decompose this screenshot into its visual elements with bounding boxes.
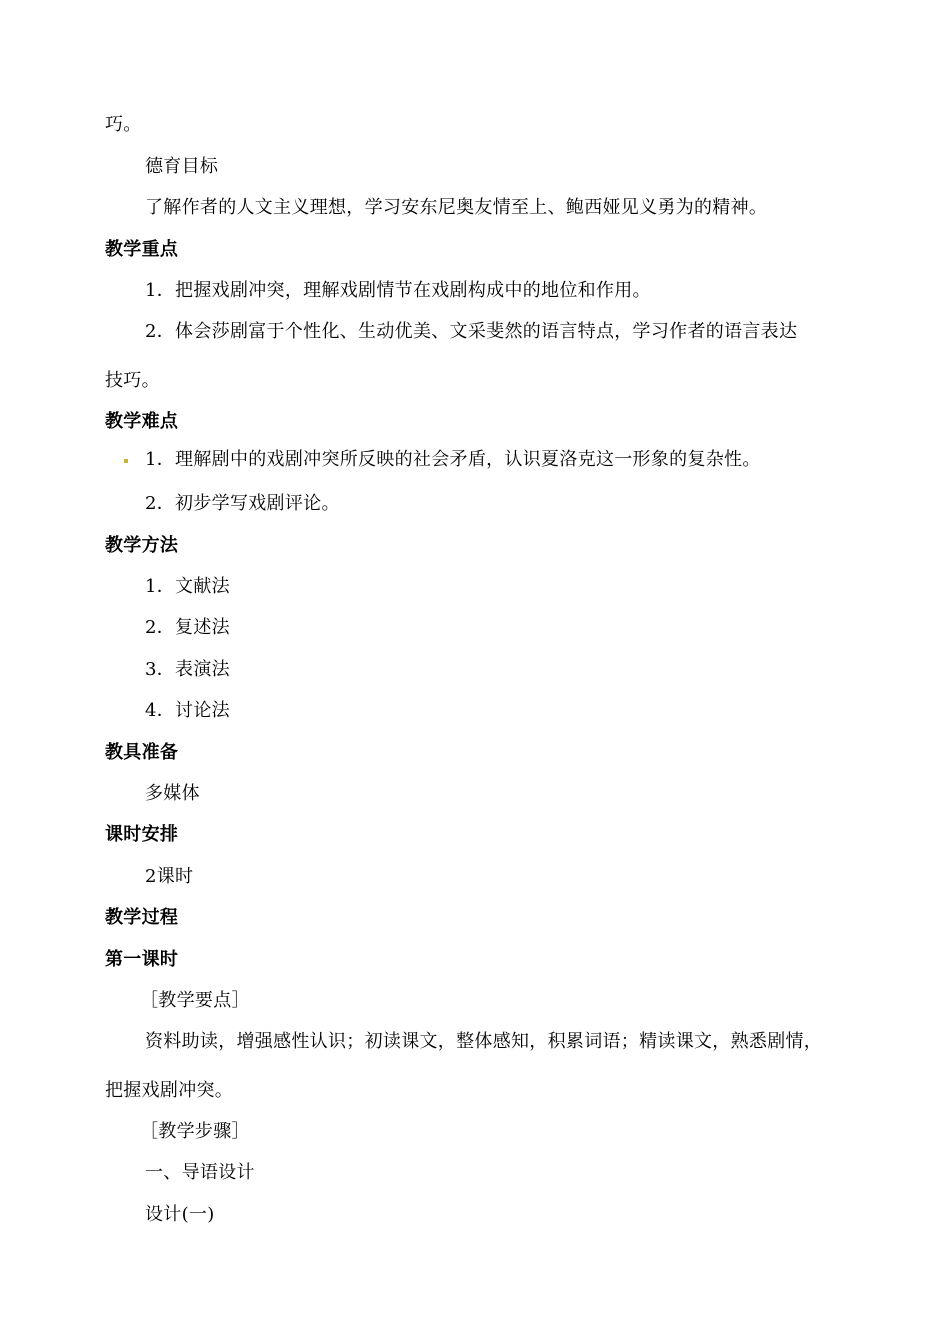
text-line: 技巧。 (105, 370, 160, 391)
text-line: 一、导语设计 (145, 1162, 255, 1183)
text-line: 3．表演法 (145, 659, 230, 680)
margin-marker (124, 459, 128, 463)
section-heading: 第一课时 (105, 949, 179, 970)
text-line: 把握戏剧冲突。 (105, 1080, 234, 1101)
text-line: 1．把握戏剧冲突，理解戏剧情节在戏剧构成中的地位和作用。 (145, 280, 651, 301)
text-line: ［教学要点］ (140, 990, 250, 1011)
text-line: 了解作者的人文主义理想，学习安东尼奥友情至上、鲍西娅见义勇为的精神。 (145, 197, 768, 218)
text-line: 1．理解剧中的戏剧冲突所反映的社会矛盾，认识夏洛克这一形象的复杂性。 (145, 449, 761, 470)
section-heading: 课时安排 (105, 824, 179, 845)
text-line: 2．复述法 (145, 617, 230, 638)
text-line: ［教学步骤］ (140, 1121, 250, 1142)
text-line: 设计(一) (145, 1204, 215, 1225)
section-heading: 教学难点 (105, 411, 179, 432)
section-heading: 教学过程 (105, 907, 179, 928)
text-line: 2．体会莎剧富于个性化、生动优美、文采斐然的语言特点，学习作者的语言表达 (145, 321, 798, 342)
text-line: 巧。 (105, 114, 142, 135)
text-line: 4．讨论法 (145, 700, 230, 721)
text-line: 多媒体 (145, 783, 200, 804)
text-line: 德育目标 (145, 156, 219, 177)
text-line: 2．初步学写戏剧评论。 (145, 493, 340, 514)
section-heading: 教学重点 (105, 239, 179, 260)
text-line: 资料助读，增强感性认识；初读课文，整体感知，积累词语；精读课文，熟悉剧情， (145, 1031, 823, 1052)
section-heading: 教具准备 (105, 742, 179, 763)
text-line: 2课时 (145, 866, 194, 887)
text-line: 1．文献法 (145, 576, 230, 597)
section-heading: 教学方法 (105, 535, 179, 556)
